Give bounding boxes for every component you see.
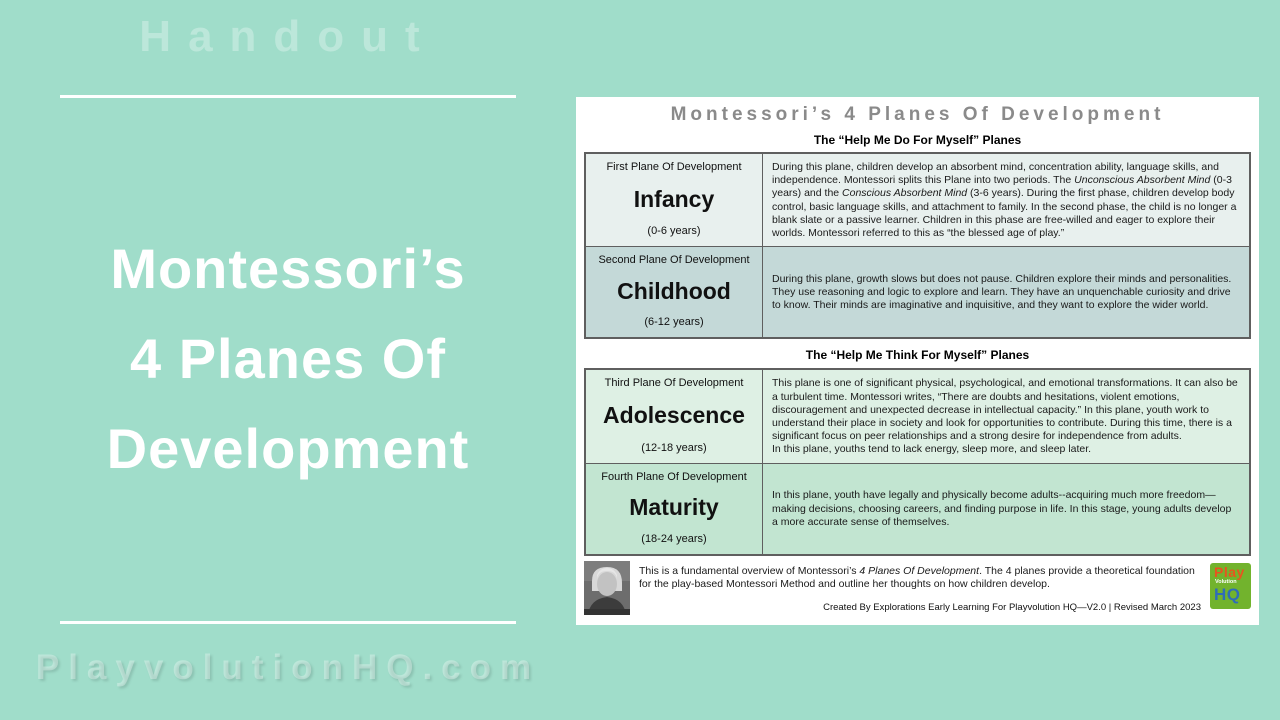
handout-document <box>576 97 1259 625</box>
plane-row <box>586 463 1249 554</box>
plane-row <box>586 370 1249 462</box>
plane-name: Childhood <box>617 277 731 304</box>
footer-text-block <box>639 561 1201 615</box>
plane-age: (0-6 years) <box>647 225 701 238</box>
plane-age: (18-24 years) <box>641 532 707 545</box>
slide-title-line-3: Development <box>106 417 470 480</box>
footer-summary-suffix: . The 4 planes provide a theoretical foundation for the play-based Montessori Method and outline her thoughts on how children develop. <box>639 564 1195 591</box>
playvolution-hq-logo <box>1210 563 1251 609</box>
logo-volution-text: Volution <box>1215 578 1237 585</box>
plane-description: During this plane, children develop an absorbent mind, concentration ability, language skills, and independence. Montessori splits this Plane into two periods. The Unconscious Absorbent Mind (0-3 years) and the Conscious Absorbent Mind (3-6 years). During the first phase, children develop body control, basic language skills, and attachment to family. In the second phase, the child is no longer a blank slate or a passive learner. Children in this phase are free-willed and eager to explore their worlds. Montessori referred to this as “the blessed age of play.” <box>772 161 1237 240</box>
logo-hq-text: HQ <box>1214 585 1241 605</box>
plane-summary-cell <box>586 464 763 554</box>
slide-title-line-2: 4 Planes Of <box>129 327 447 390</box>
plane-summary-cell <box>586 154 763 246</box>
section-header-do-for-myself: The “Help Me Do For Myself” Planes <box>813 133 1022 147</box>
document-footer <box>584 561 1251 615</box>
plane-age: (12-18 years) <box>641 441 707 454</box>
section-header-think-for-myself: The “Help Me Think For Myself” Planes <box>805 348 1030 363</box>
slide-title-line-1: Montessori’s <box>110 237 466 300</box>
footer-summary <box>639 561 1201 592</box>
document-title: Montessori’s 4 Planes Of Development <box>670 104 1165 125</box>
handout-watermark: Handout <box>139 12 437 61</box>
plane-row <box>586 154 1249 246</box>
planes-table-second <box>584 368 1251 555</box>
maria-montessori-photo <box>584 561 630 615</box>
plane-label: Fourth Plane Of Development <box>601 470 747 483</box>
plane-summary-cell <box>586 247 763 337</box>
plane-summary-cell <box>586 370 763 462</box>
slide-title <box>8 224 568 494</box>
divider-line-bottom <box>60 621 516 624</box>
planes-table-first <box>584 152 1251 339</box>
plane-name: Infancy <box>633 185 715 212</box>
footer-summary-prefix: This is a fundamental overview of Montessori’s <box>639 564 860 577</box>
divider-line-top <box>60 95 516 98</box>
plane-label: Third Plane Of Development <box>604 377 744 390</box>
plane-description: During this plane, growth slows but does not pause. Children explore their minds and personalities. They use reasoning and logic to explore and learn. They have an unquenchable curiosity and drive to know. Their minds are imaginative and inquisitive, and they want to explore the wider world. <box>772 272 1232 312</box>
footer-summary-italic: 4 Planes Of Development <box>859 564 980 577</box>
logo-play-text: Play <box>1214 563 1245 580</box>
plane-description: In this plane, youth have legally and physically become adults--acquiring much more freedom—making decisions, choosing careers, and finding purpose in life. In this stage, young adults develop a more accurate sense of themselves. <box>772 489 1232 528</box>
site-url-watermark: PlayvolutionHQ.com <box>35 648 541 687</box>
credit-line: Created By Explorations Early Learning For Playvolution HQ—V2.0 | Revised March 2023 <box>823 601 1201 613</box>
plane-name: Adolescence <box>603 401 745 428</box>
plane-age: (6-12 years) <box>644 316 704 329</box>
plane-label: First Plane Of Development <box>606 161 742 173</box>
plane-label: Second Plane Of Development <box>598 254 750 267</box>
plane-description: This plane is one of significant physical, psychological, and emotional transformations. It can also be a turbulent time. Montessori writes, “There are doubts and hesitations, violent emotions, discouragement and unexpected decrease in intellectual capacity.” In this plane, youth work to understand their place in society and look for opportunities to contribute. During this time, there is a significant focus on peer relationships and a strong desire for independence from adults. In this plane, youths tend to lack energy, sleep more, and sleep later. <box>772 377 1238 456</box>
plane-name: Maturity <box>629 494 719 521</box>
plane-row <box>586 246 1249 337</box>
